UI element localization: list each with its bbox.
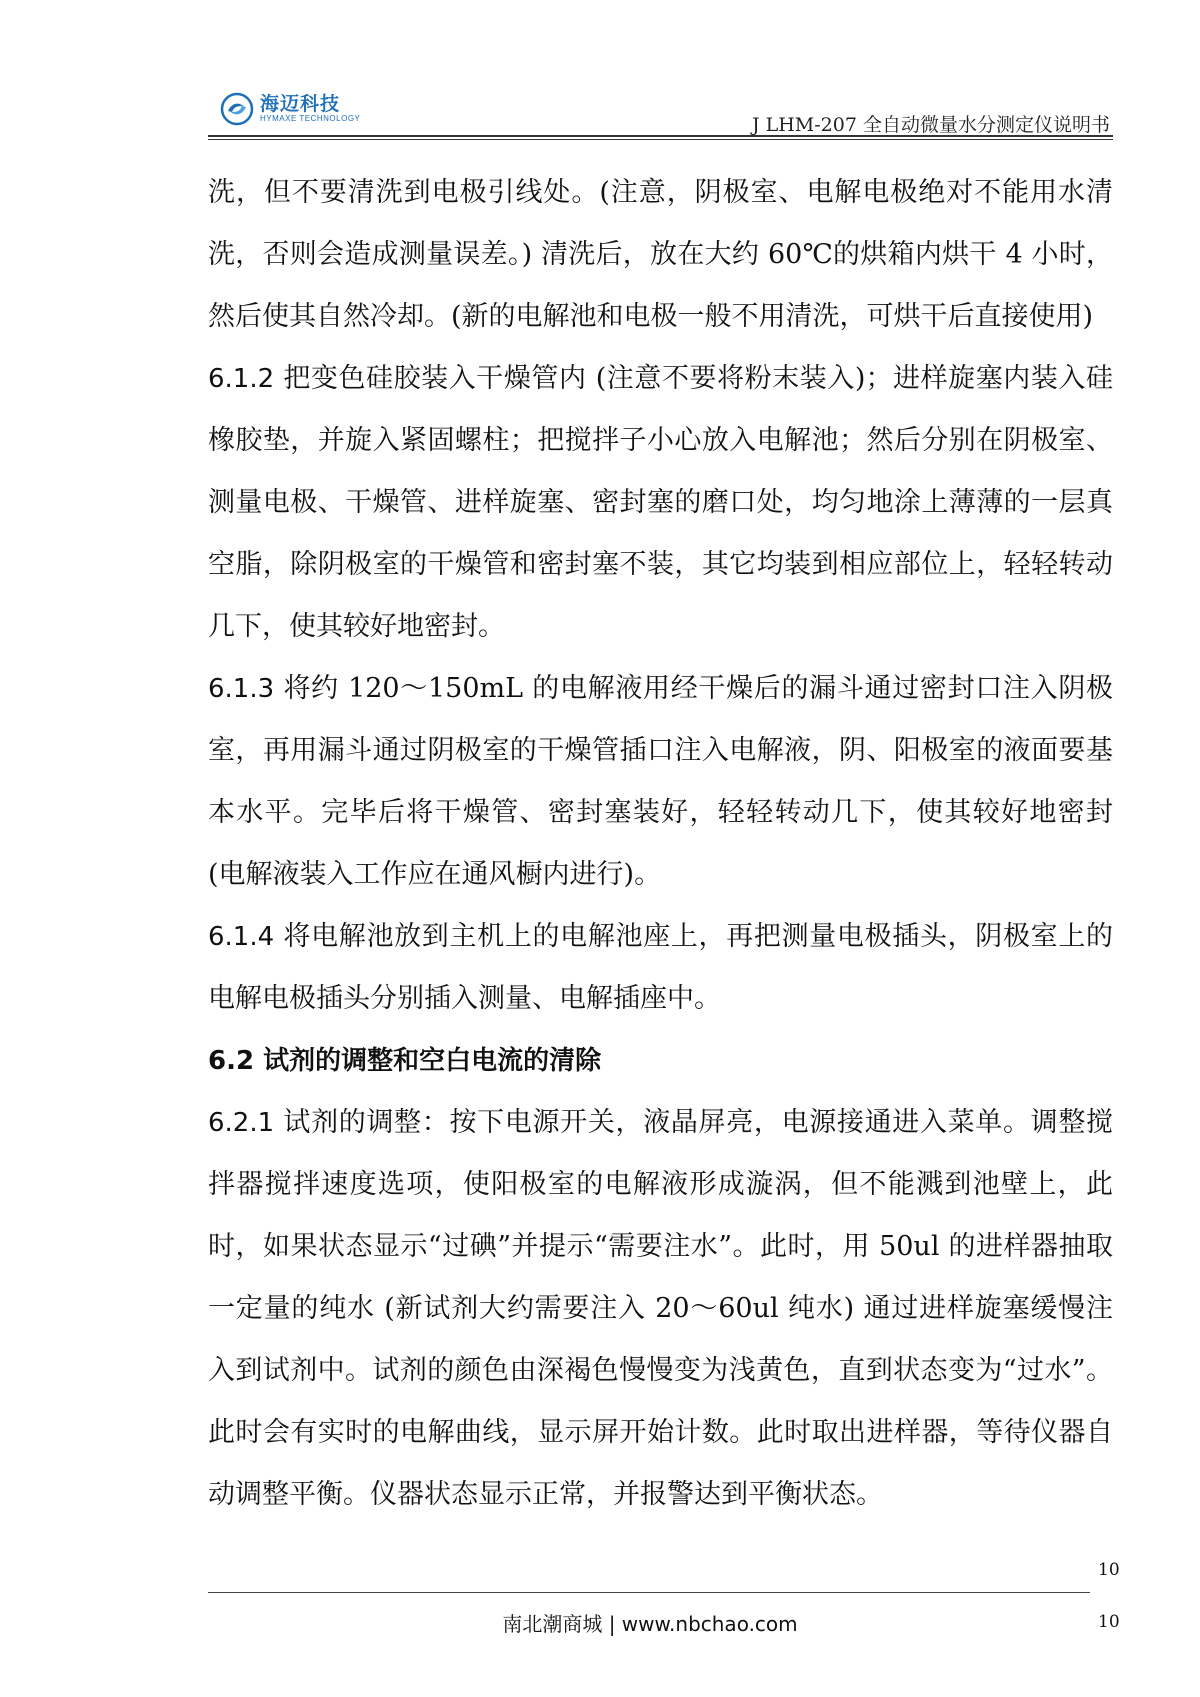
header-divider (208, 135, 1113, 137)
paragraph-6-1-4: 6.1.4 将电解池放到主机上的电解池座上，再把测量电极插头，阴极室上的电解电极插头分别插入测量、电解插座中。 (208, 921, 1113, 1014)
section-number: 6.2.1 (208, 1108, 275, 1138)
logo-swirl-icon (220, 92, 254, 126)
section-number: 6.1.3 (208, 674, 275, 704)
paragraph-6-2-1: 6.2.1 试剂的调整：按下电源开关，液晶屏亮，电源接通进入菜单。调整搅拌器搅拌速度选项，使阳极室的电解液形成漩涡，但不能溅到池壁上，此时，如果状态显示“过碘”并提示“需要注水”。此时，用 50ul 的进样器抽取一定量的纯水 (新试剂大约需要注入 20～60ul 纯水) 通过进样旋塞缓慢注入到试剂中。试剂的颜色由深褐色慢慢变为浅黄色，直到状态变为“过水”。此时会有实时的电解曲线，显示屏开始计数。此时取出进样器，等待仪器自动调整平衡。仪器状态显示正常，并报警达到平衡状态。 (208, 1107, 1113, 1510)
page-number: 10 (1098, 1560, 1120, 1580)
logo-english-name: HYMAXE TECHNOLOGY (260, 114, 361, 123)
document-header-title: J LHM-207 全自动微量水分测定仪说明书 (751, 114, 1110, 136)
section-heading-6-2: 6.2 试剂的调整和空白电流的清除 (208, 1046, 602, 1076)
page-number-footer: 10 (1098, 1612, 1120, 1632)
section-number: 6.1.2 (208, 364, 275, 394)
footer-site-link[interactable]: 南北潮商城 | www.nbchao.com (502, 1612, 798, 1636)
section-number: 6.1.4 (208, 922, 275, 952)
paragraph-cleaning: 洗，但不要清洗到电极引线处。(注意，阴极室、电解电极绝对不能用水清洗，否则会造成测量误差。) 清洗后，放在大约 60℃的烘箱内烘干 4 小时，然后使其自然冷却。(新的电解池和电极一般不用清洗，可烘干后直接使用) (208, 177, 1113, 332)
paragraph-6-1-3: 6.1.3 将约 120～150mL 的电解液用经干燥后的漏斗通过密封口注入阴极室，再用漏斗通过阴极室的干燥管插口注入电解液，阴、阳极室的液面要基本水平。完毕后将干燥管、密封塞装好，轻轻转动几下，使其较好地密封 (电解液装入工作应在通风橱内进行)。 (208, 673, 1114, 890)
footer-divider (208, 1592, 1090, 1593)
logo-chinese-name: 海迈科技 (260, 93, 341, 115)
page-body (208, 162, 1113, 1526)
paragraph-6-1-2: 6.1.2 把变色硅胶装入干燥管内 (注意不要将粉末装入)；进样旋塞内装入硅橡胶垫，并旋入紧固螺柱；把搅拌子小心放入电解池；然后分别在阴极室、测量电极、干燥管、进样旋塞、密封塞的磨口处，均匀地涂上薄薄的一层真空脂，除阴极室的干燥管和密封塞不装，其它均装到相应部位上，轻轻转动几下，使其较好地密封。 (208, 363, 1113, 642)
company-logo (220, 92, 360, 126)
header-divider-thin (208, 139, 1113, 140)
